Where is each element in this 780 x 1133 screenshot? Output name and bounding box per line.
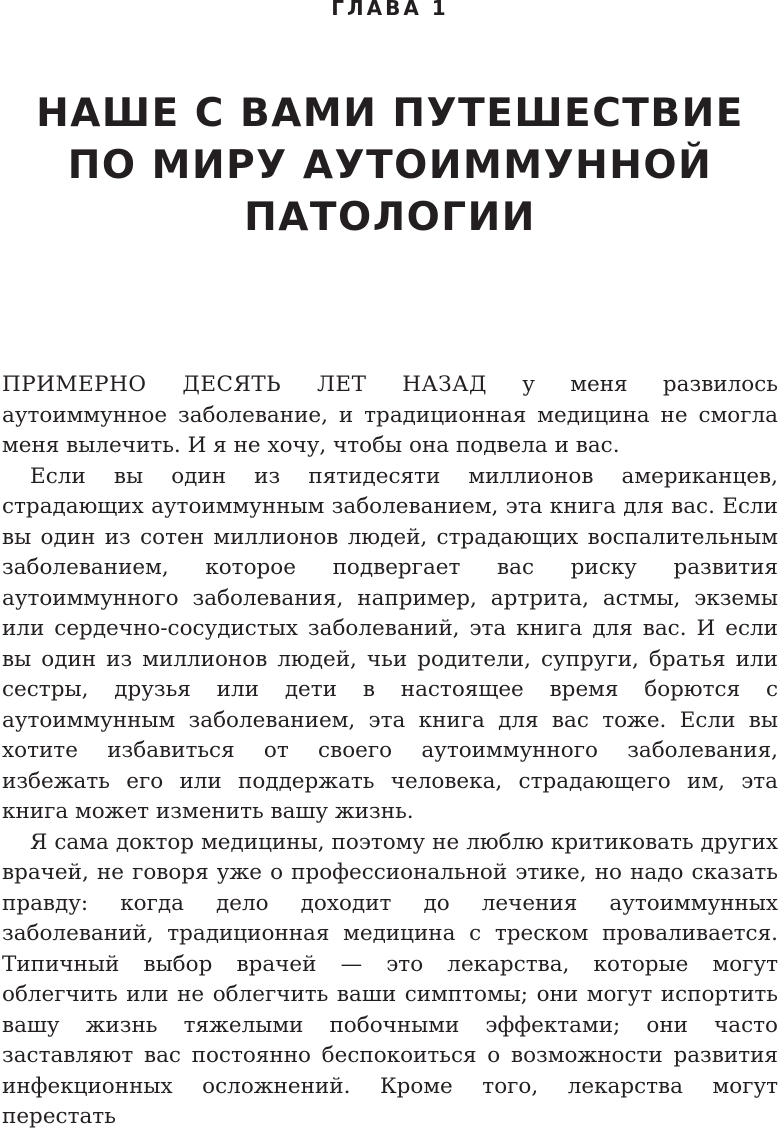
chapter-label: ГЛАВА 1 (331, 0, 449, 20)
chapter-title-line-2: ПО МИРУ АУТОИММУННОЙ (67, 143, 713, 188)
body-text (2, 370, 778, 1133)
chapter-title-line-3: ПАТОЛОГИИ (244, 195, 536, 240)
paragraph-1-text: у меня развилось аутоиммунное заболевание, и традиционная медицина не смогла меня вылечить. И я не хочу, чтобы она подвела и вас. (2, 372, 778, 458)
paragraph-3: Я сама доктор медицины, поэтому не люблю критиковать других врачей, не говоря уже о профессиональной этике, но надо сказать правду: когда дело доходит до лечения аутоиммунных заболеваний, традиционная медицина с треском проваливается. Типичный выбор врачей — это лекарства, которые могут облегчить или не облегчить ваши симптомы; они могут испортить вашу жизнь тяжелыми побочными эффектами; они часто заставляют вас постоянно беспокоиться о возможности развития инфекционных осложнений. Кроме того, лекарства могут перестать (2, 829, 778, 1129)
paragraph-1-lead: ПРИМЕРНО ДЕСЯТЬ ЛЕТ НАЗАД (2, 372, 487, 397)
paragraph-2: Если вы один из пятидесяти миллионов американцев, страдающих аутоиммунным заболеванием, эта книга для вас. Если вы один из сотен миллионов людей, страдающих воспалительным заболеванием, которое подвергает вас риску развития аутоиммунного заболевания, например, артрита, астмы, экземы или сердечно-сосудистых заболеваний, эта книга для вас. И если вы один из миллионов людей, чьи родители, супруги, братья или сестры, друзья или дети в настоящее время борются с аутоиммунным заболеванием, эта книга для вас тоже. Если вы хотите избавиться от своего аутоиммунного заболевания, избежать его или поддержать человека, страдающего им, эта книга может изменить вашу жизнь. (2, 463, 778, 824)
chapter-title-line-1: НАШЕ С ВАМИ ПУТЕШЕСТВИЕ (36, 91, 744, 136)
paragraph-1 (2, 370, 778, 462)
chapter-title (0, 88, 780, 244)
